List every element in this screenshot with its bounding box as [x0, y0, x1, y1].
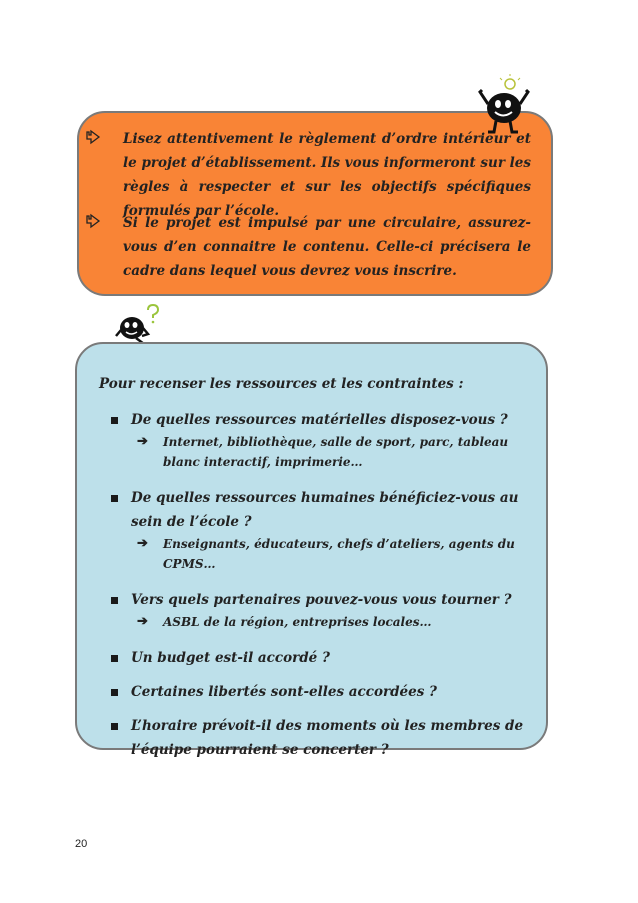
question-item: [99, 714, 524, 762]
answer-text: Internet, bibliothèque, salle de sport, parc, tableau blanc interactif, imprimerie…: [163, 435, 509, 469]
blue-callout-box: [75, 342, 548, 758]
page-number: 20: [75, 838, 88, 850]
square-bullet-icon: [111, 495, 118, 502]
question-item: [99, 646, 524, 670]
answer-text: ASBL de la région, entreprises locales…: [163, 615, 432, 629]
square-bullet-icon: [111, 723, 118, 730]
pointing-hand-icon: [85, 129, 101, 145]
question-text: De quelles ressources humaines bénéficiez-vous au sein de l’école ?: [131, 490, 519, 530]
right-arrow-icon: ➔: [137, 536, 148, 551]
square-bullet-icon: [111, 689, 118, 696]
answer-text: Enseignants, éducateurs, chefs d’ateliers, agents du CPMS…: [163, 537, 515, 571]
question-item: [99, 680, 524, 704]
orange-item-text: Si le projet est impulsé par une circulaire, assurez-vous d’en connaitre le contenu. Celle-ci précisera le cadre dans lequel vous devrez vous inscrire.: [123, 215, 531, 279]
square-bullet-icon: [111, 655, 118, 662]
square-bullet-icon: [111, 597, 118, 604]
question-item: [99, 486, 524, 534]
orange-item-text: Lisez attentivement le règlement d’ordre intérieur et le projet d’établissement. Ils vous informeront sur les règles à respecter et sur les objectifs spécifiques formulés par l’école.: [123, 131, 531, 219]
question-text: De quelles ressources matérielles disposez-vous ?: [131, 412, 508, 428]
pointing-hand-icon: [85, 213, 101, 229]
question-text: Un budget est-il accordé ?: [131, 650, 330, 666]
right-arrow-icon: ➔: [137, 614, 148, 629]
question-text: L’horaire prévoit-il des moments où les membres de l’équipe pourraient se concerter ?: [131, 718, 524, 758]
square-bullet-icon: [111, 417, 118, 424]
blue-box-content: [99, 372, 524, 762]
question-item: [99, 588, 524, 612]
blue-box-intro: Pour recenser les ressources et les contraintes :: [99, 376, 464, 392]
answer-item: [99, 432, 524, 472]
question-text: Vers quels partenaires pouvez-vous vous tourner ?: [131, 592, 512, 608]
answer-item: [99, 534, 524, 574]
answer-item: [99, 612, 524, 632]
lightbulb-mascot-icon: [474, 74, 536, 140]
question-text: Certaines libertés sont-elles accordées ?: [131, 684, 437, 700]
right-arrow-icon: ➔: [137, 434, 148, 449]
question-item: [99, 408, 524, 432]
